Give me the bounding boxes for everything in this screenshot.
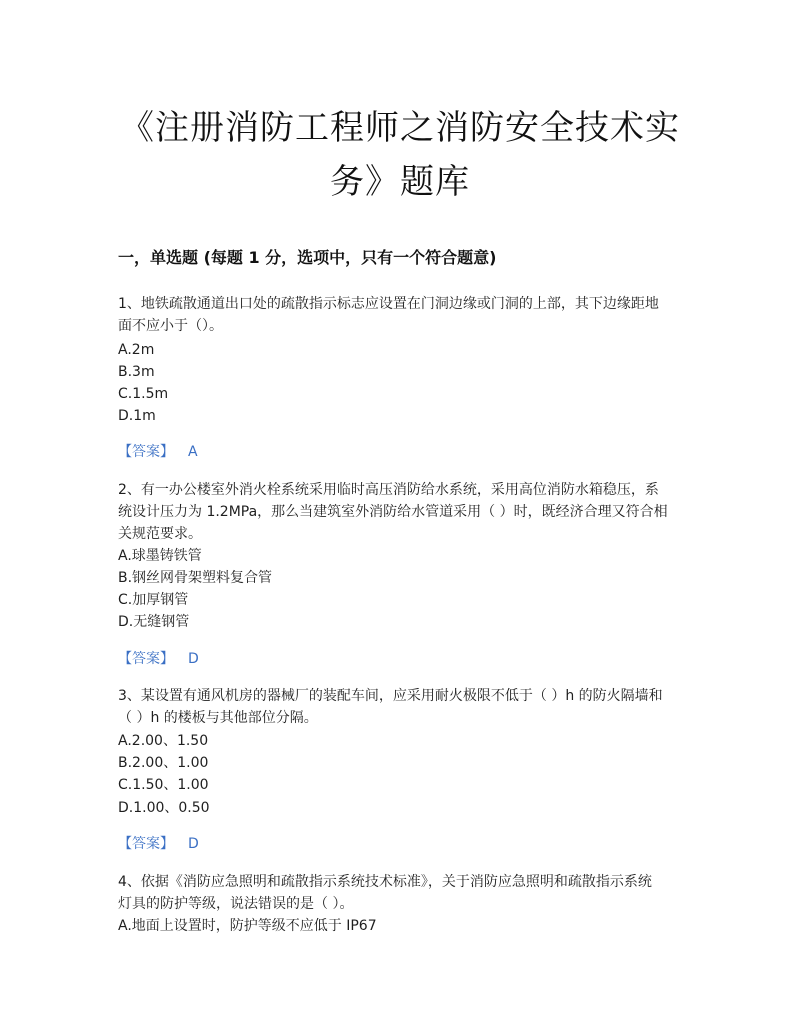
question-3-option-b: B.2.00、1.00: [118, 755, 209, 771]
question-4-option-a: A.地面上设置时，防护等级不应低于 IP67: [118, 918, 377, 934]
question-3-text-line-1: 3、某设置有通风机房的器械厂的装配车间，应采用耐火极限不低于（ ）h 的防火隔墙和: [118, 688, 663, 704]
question-1-option-a: A.2m: [118, 342, 155, 358]
question-1-option-b: B.3m: [118, 364, 155, 380]
question-4-text-line-2: 灯具的防护等级，说法错误的是（ ）。: [118, 896, 354, 912]
answer-value: A: [188, 444, 198, 460]
section-heading: 一，单选题 (每题 1 分，选项中，只有一个符合题意): [118, 248, 497, 267]
question-3-option-a: A.2.00、1.50: [118, 733, 209, 749]
answer-label: 【答案】: [118, 836, 174, 852]
document-title-line-1: 《注册消防工程师之消防安全技术实: [120, 108, 680, 148]
question-3-option-c: C.1.50、1.00: [118, 777, 209, 793]
question-2-option-a: A.球墨铸铁管: [118, 548, 202, 564]
question-2-text-line-1: 2、有一办公楼室外消火栓系统采用临时高压消防给水系统，采用高位消防水箱稳压，系: [118, 482, 659, 498]
question-3-option-d: D.1.00、0.50: [118, 800, 210, 816]
document-title-line-2: 务》题库: [330, 162, 470, 202]
answer-label: 【答案】: [118, 651, 174, 667]
question-1-answer: [118, 441, 198, 463]
answer-value: D: [188, 836, 199, 852]
question-1-option-c: C.1.5m: [118, 386, 169, 402]
question-1-text-line-1: 1、地铁疏散通道出口处的疏散指示标志应设置在门洞边缘或门洞的上部，其下边缘距地: [118, 296, 659, 312]
question-2-answer: [118, 648, 199, 670]
answer-label: 【答案】: [118, 444, 174, 460]
question-2-option-d: D.无缝钢管: [118, 614, 190, 630]
question-3-text-line-2: （ ）h 的楼板与其他部位分隔。: [118, 710, 318, 726]
question-2-option-b: B.钢丝网骨架塑料复合管: [118, 570, 273, 586]
question-3-answer: [118, 833, 199, 855]
question-2-option-c: C.加厚钢管: [118, 592, 189, 608]
question-1-option-d: D.1m: [118, 408, 156, 424]
question-1-text-line-2: 面不应小于（）。: [118, 318, 223, 334]
question-2-text-line-3: 关规范要求。: [118, 526, 202, 542]
question-4-text-line-1: 4、依据《消防应急照明和疏散指示系统技术标准》，关于消防应急照明和疏散指示系统: [118, 874, 652, 890]
question-2-text-line-2: 统设计压力为 1.2MPa，那么当建筑室外消防给水管道采用（ ）时，既经济合理又符合相: [118, 504, 668, 520]
answer-value: D: [188, 651, 199, 667]
